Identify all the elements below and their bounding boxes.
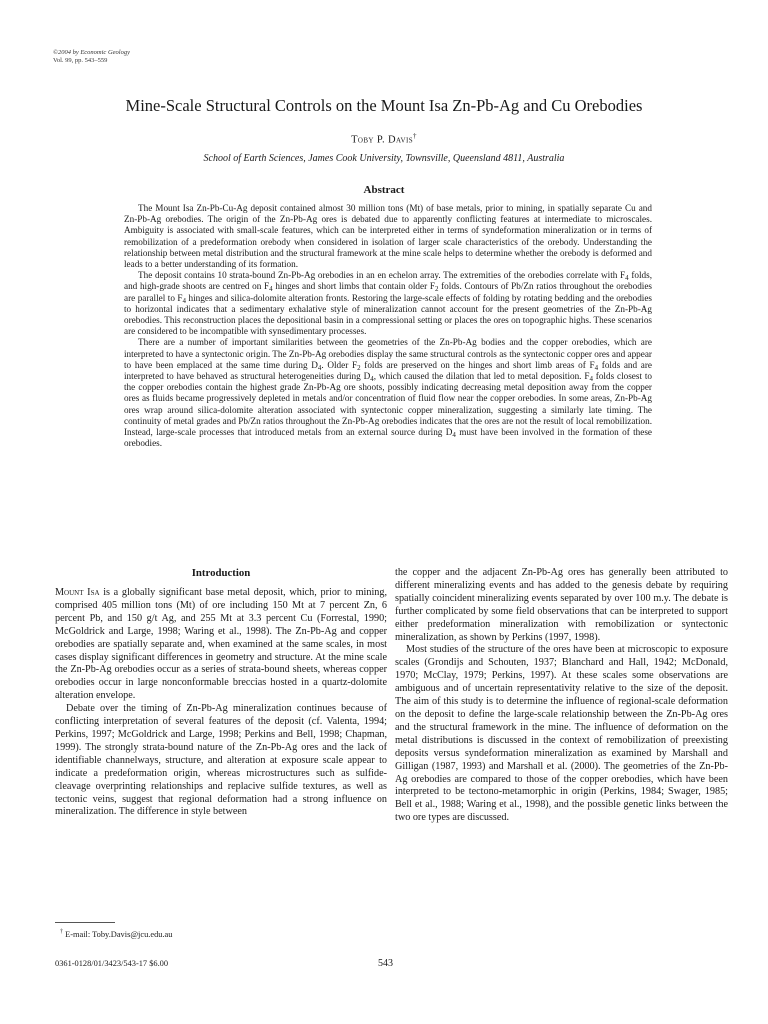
author-affiliation: School of Earth Sciences, James Cook University, Townsville, Queensland 4811, Australia [203, 153, 565, 164]
intro-paragraph-2-cont: the copper and the adjacent Zn-Pb-Ag ores has generally been attributed to different mineralizing events and has added to the genesis debate by requiring spatially coincident mineralizing events separated by over 100 m.y. The debate is further complicated by some field observations that can be interpreted to support either predeformation mineralization with remobilization or syntectonic mineralization, as shown by Perkins (1997, 1998). [395, 567, 728, 643]
author-footnote [60, 927, 172, 940]
author-footnote-mark: † [413, 132, 417, 140]
journal-citation [53, 49, 130, 65]
document-code: 0361-0128/01/3423/543-17 $6.00 [55, 959, 169, 968]
footnote-mark: † [60, 929, 63, 935]
page-number: 543 [378, 958, 393, 969]
abstract-heading: Abstract [363, 184, 405, 196]
journal-volume: Vol. 99, pp. 543–559 [53, 57, 108, 64]
body-column-left [55, 567, 387, 819]
abstract-paragraph-3: There are a number of important similarities between the geometries of the Zn-Pb-Ag bodies and the copper orebodies, which are interpreted to have a syntectonic origin. The Zn-Pb-Ag orebodies display the same structural controls as the syntectonic copper ores and appear to have been emplaced at the same time during $D_4$. Older $F_2$ folds are preserved on the hinges and short limb areas of $F_4$ folds and are interpreted to have behaved as structural heterogeneities during $D_4$, which caused the dilation that led to metal deposition. $F_4$ folds closest to the copper orebodies contain the highest grade Zn-Pb-Ag ore shoots, possibly indicating decreasing metal deposition away from the copper ores as fluids became progressively depleted in metals and/or concentration of fluid flow near the copper orebodies. In some areas, Zn-Pb-Ag ores wrap around silica-dolomite alteration associated with syntectonic copper mineralization, suggesting a similarly late timing. The continuity of metal grades and Pb/Zn ratios throughout the Zn-Pb-Ag orebodies indicates that the ores are not the result of local remobilization. Instead, large-scale processes that introduced metals from an external source during $D_4$ must have been involved in the formation of these orebodies. [124, 337, 652, 449]
author-name: Toby P. Davis [351, 134, 414, 146]
author-line [40, 130, 728, 147]
abstract-body [124, 203, 652, 449]
footnote-email: E-mail: Toby.Davis@jcu.edu.au [63, 929, 173, 939]
intro-lead-words: Mount Isa [55, 587, 100, 598]
body-column-right [395, 567, 728, 825]
intro-paragraph-2: Debate over the timing of Zn-Pb-Ag mineralization continues because of conflicting interpretation of several features of the deposit (cf. Valenta, 1994; Perkins, 1997; McGoldrick and Large, 1998; Perkins and Bell, 1998; Chapman, 1999). The strongly strata-bound nature of the Zn-Pb-Ag ores and the lack of identifiable channelways, structure, and alteration at exposure scale appear to indicate a predeformation origin, whereas microstructures such as sulfide-cleavage overprinting relationships and replacive sulfide textures, as well as tectonic veins, suggest that regional deformation had a strong influence on mineralization. The difference in style between [55, 703, 387, 818]
intro-paragraph-3: Most studies of the structure of the ores have been at microscopic to exposure scales (Grondijs and Schouten, 1937; Blanchard and Hall, 1942; McDonald, 1970; McClay, 1979; Perkins, 1997). At these scales some observations are ambiguous and of uncertain representativity relative to the size of the deposit. The aim of this study is to determine the influence of regional-scale deformation on the deposit to define the large-scale relationship between the Zn-Pb-Ag ores and the structural framework in the mine. The influence of deformation on the metal distributions is discussed in the context of remobilization of preexisting deposits versus syndeformation mineralization as examined by Marshall and Gilligan (1987, 1993) and Marshall et al. (2000). The geometries of the Zn-Pb-Ag orebodies are compared to those of the copper orebodies, which have been interpreted to be tectono-metamorphic in origin (Perkins, 1984; Swager, 1985; Bell et al., 1988; Waring et al., 1998), and the possible genetic links between the two ore types are discussed. [395, 644, 728, 824]
intro-paragraph-1: Mount Isa is a globally significant base metal deposit, which, prior to mining, comprised 405 million tons (Mt) of ore including 150 Mt at 7 percent Zn, 6 percent Pb, and 150 g/t Ag, and 255 Mt at 3.3 percent Cu (Forrestal, 1990; McGoldrick and Large, 1998; Waring et al., 1998). The Zn-Pb-Ag and copper orebodies are spatially separate and, when examined at the same scales, in most cases display significant differences in geometry and structure. At the mine scale the Zn-Pb-Ag orebodies occur as a series of strata-bound sheets, whereas copper orebodies occur in large nonconformable breccias hosted in a quartz-dolomite alteration envelope. [55, 587, 388, 702]
introduction-heading: Introduction [191, 567, 251, 579]
abstract-paragraph-1: The Mount Isa Zn-Pb-Cu-Ag deposit contained almost 30 million tons (Mt) of base metals, prior to mining, in spatially separate Cu and Zn-Pb-Ag orebodies. The origin of the Zn-Pb-Ag ores is debated due to apparently conflicting features at intermediate to microscales. Ambiguity is associated with small-scale features, which can be interpreted either in terms of syndeformation mineralization or in terms of remobilization of a predeformation orebody when considered in isolation of larger scale characteristics of the orebody. Understanding the relationship between metal distribution and the structural framework at the mine scale helps to determine whether the orebody is deformed and leads to a better understanding of its formation. [124, 203, 652, 270]
footnote-rule [55, 922, 115, 923]
abstract-paragraph-2: The deposit contains 10 strata-bound Zn-Pb-Ag orebodies in an en echelon array. The extremities of the orebodies correlate with $F_4$ folds, and high-grade shoots are centred on $F_4$ hinges and short limbs that contain older $F_2$ folds. Contours of Pb/Zn ratios throughout the orebodies are parallel to $F_4$ hinges and silica-dolomite alteration fronts. Restoring the large-scale effects of folding by rotating bedding and the orebodies to horizontal indicates that a sedimentary exhalative style of mineralization cannot account for the present geometries of the Zn-Pb-Ag orebodies. This reconstruction places the depositional basin in a compressional setting or places the ores on topographic highs. These scenarios are considered to be incompatible with synsedimentary processes. [124, 270, 653, 337]
journal-copyright: ©2004 by Economic Geology [53, 49, 130, 56]
paper-title: Mine-Scale Structural Controls on the Mount Isa Zn-Pb-Ag and Cu Orebodies [125, 96, 643, 115]
